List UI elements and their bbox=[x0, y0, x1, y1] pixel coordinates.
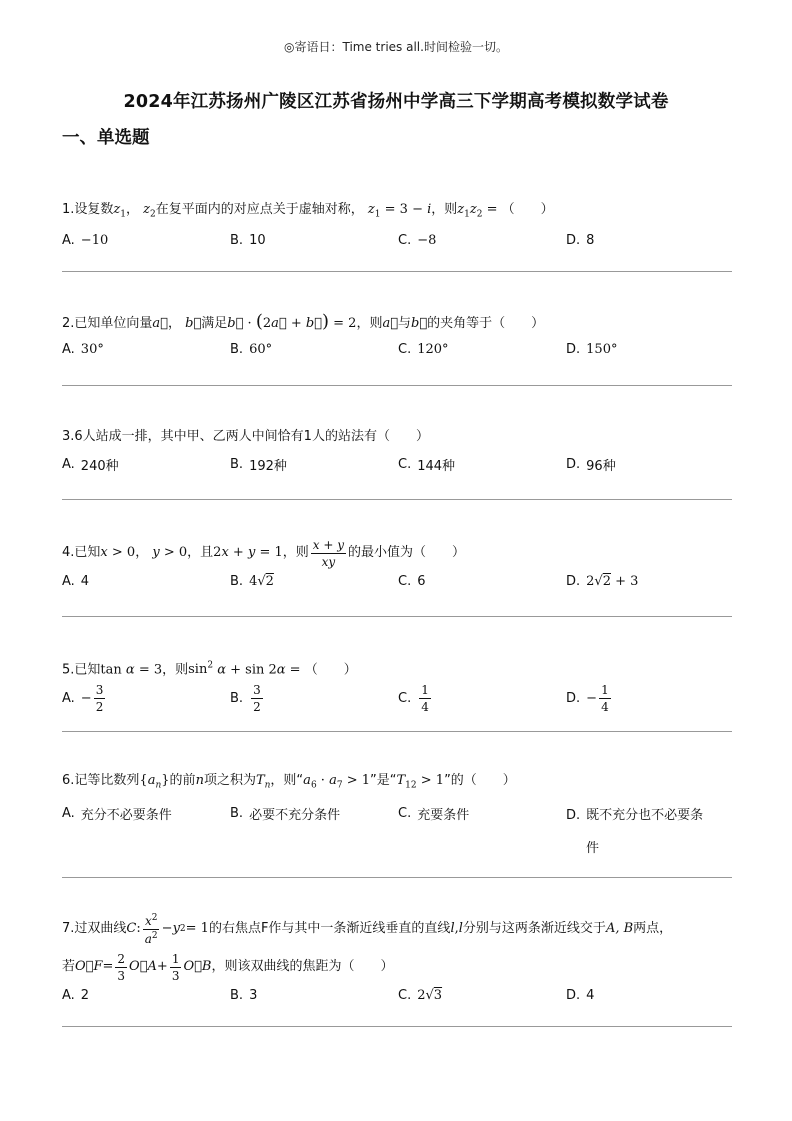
option-b[interactable]: B. 必要不充分条件 bbox=[230, 805, 341, 823]
options-row bbox=[62, 342, 742, 372]
question-number: 2. bbox=[62, 316, 75, 331]
question-number: 5. bbox=[62, 662, 75, 678]
option-d[interactable]: D. 4 bbox=[566, 988, 595, 1003]
option-b[interactable]: B. 60° bbox=[230, 342, 273, 357]
option-d[interactable]: D. 150° bbox=[566, 342, 618, 357]
question-stem: 2.已知单位向量a⃗， b⃗满足b⃗ · (2a⃗ + b⃗) = 2，则a⃗与b⃗的夹角等于（ ） bbox=[62, 311, 545, 332]
option-d[interactable]: D. − $\frac{1}{4}$ bbox=[566, 683, 609, 715]
question-number: 7. bbox=[62, 921, 75, 936]
option-c[interactable]: C. 充要条件 bbox=[398, 805, 470, 823]
question-4 bbox=[62, 536, 742, 604]
section-heading: 一、单选题 bbox=[62, 128, 150, 148]
question-number: 4. bbox=[62, 545, 75, 560]
option-d[interactable]: D. 8 bbox=[566, 232, 595, 248]
option-a[interactable]: A. 4 bbox=[62, 574, 90, 589]
option-a[interactable]: A. −10 bbox=[62, 232, 109, 248]
options-row bbox=[62, 988, 742, 1018]
options-row bbox=[62, 684, 742, 724]
question-stem: 3.6人站成一排，其中甲、乙两人中间恰有1人的站法有（ ） bbox=[62, 429, 429, 444]
option-b[interactable]: B. 4√2 bbox=[230, 574, 274, 589]
option-d[interactable]: D. 既不充分也不必要条 件 bbox=[566, 807, 704, 856]
question-stem: 7. 过双曲线 C : $\frac{x^2}{a^2}$ − y 2 = 1 的右焦点F作与其中一条渐近线垂直的直线 l , l 分别与这两条渐近线交于 A, B 两点， bbox=[62, 912, 673, 946]
question-number: 6. bbox=[62, 773, 75, 788]
option-c[interactable]: C. −8 bbox=[398, 232, 437, 248]
question-7 bbox=[62, 910, 742, 1018]
question-stem-line-2: 若 O⃗F = $\frac{2}{3}$ O⃗A + $\frac{1}{3}$ O⃗B ，则该双曲线的焦距为（ ） bbox=[62, 951, 394, 983]
question-3 bbox=[62, 427, 742, 485]
question-number: 1. bbox=[62, 202, 75, 217]
options-row bbox=[62, 574, 742, 604]
options-row bbox=[62, 233, 742, 263]
option-a[interactable]: A. − $\frac{3}{2}$ bbox=[62, 683, 104, 715]
divider bbox=[62, 385, 732, 386]
divider bbox=[62, 271, 732, 272]
question-stem: 6.记等比数列$\{a_n\}$的前n项之积为$T_n$，则“$a_6 \cdot a_7 > 1$”是“$T_{12} > 1$”的（ ） bbox=[62, 773, 516, 791]
question-6 bbox=[62, 771, 742, 860]
question-1 bbox=[62, 200, 742, 263]
option-b[interactable]: B. $\frac{3}{2}$ bbox=[230, 683, 261, 715]
question-5 bbox=[62, 656, 742, 724]
option-b[interactable]: B. 192种 bbox=[230, 457, 287, 474]
option-a[interactable]: A. 2 bbox=[62, 988, 90, 1003]
option-c[interactable]: C. 2√3 bbox=[398, 988, 443, 1003]
question-number: 3. bbox=[62, 429, 75, 444]
divider bbox=[62, 499, 732, 500]
question-2 bbox=[62, 312, 742, 372]
option-a[interactable]: A. 240种 bbox=[62, 457, 119, 474]
divider bbox=[62, 731, 732, 732]
question-stem: 4. 已知 x > 0 ， y > 0 ，且 2 x + y = 1 ，则 $\frac{x + y}{xy}$ 的最小值为（ ） bbox=[62, 537, 466, 569]
options-row bbox=[62, 455, 742, 485]
option-c[interactable]: C. 120° bbox=[398, 342, 449, 357]
divider bbox=[62, 616, 732, 617]
option-a[interactable]: A. 充分不必要条件 bbox=[62, 805, 172, 823]
divider bbox=[62, 877, 732, 878]
option-c[interactable]: C. $\frac{1}{4}$ bbox=[398, 683, 429, 715]
option-c[interactable]: C. 144种 bbox=[398, 457, 456, 474]
page-title: 2024年江苏扬州广陵区江苏省扬州中学高三下学期高考模拟数学试卷 bbox=[123, 92, 669, 112]
option-c[interactable]: C. 6 bbox=[398, 574, 426, 589]
option-b[interactable]: B. 10 bbox=[230, 232, 266, 248]
option-b[interactable]: B. 3 bbox=[230, 988, 258, 1003]
options-row bbox=[62, 804, 742, 860]
divider bbox=[62, 1026, 732, 1027]
question-stem: 5.已知tan α = 3，则$\sin^2 \alpha + \sin 2\alpha$ = （ ） bbox=[62, 661, 357, 678]
option-d[interactable]: D. 96种 bbox=[566, 457, 616, 474]
option-d[interactable]: D. 2√2 + 3 bbox=[566, 574, 639, 589]
option-a[interactable]: A. 30° bbox=[62, 342, 104, 357]
motto-header: ◎寄语日：Time tries all.时间检验一切。 bbox=[284, 40, 508, 54]
question-stem: 1.设复数$z_1$， $z_2$在复平面内的对应点关于虚轴对称， $z_1 = 3 - i$，则$z_1z_2$ = （ ） bbox=[62, 202, 554, 220]
